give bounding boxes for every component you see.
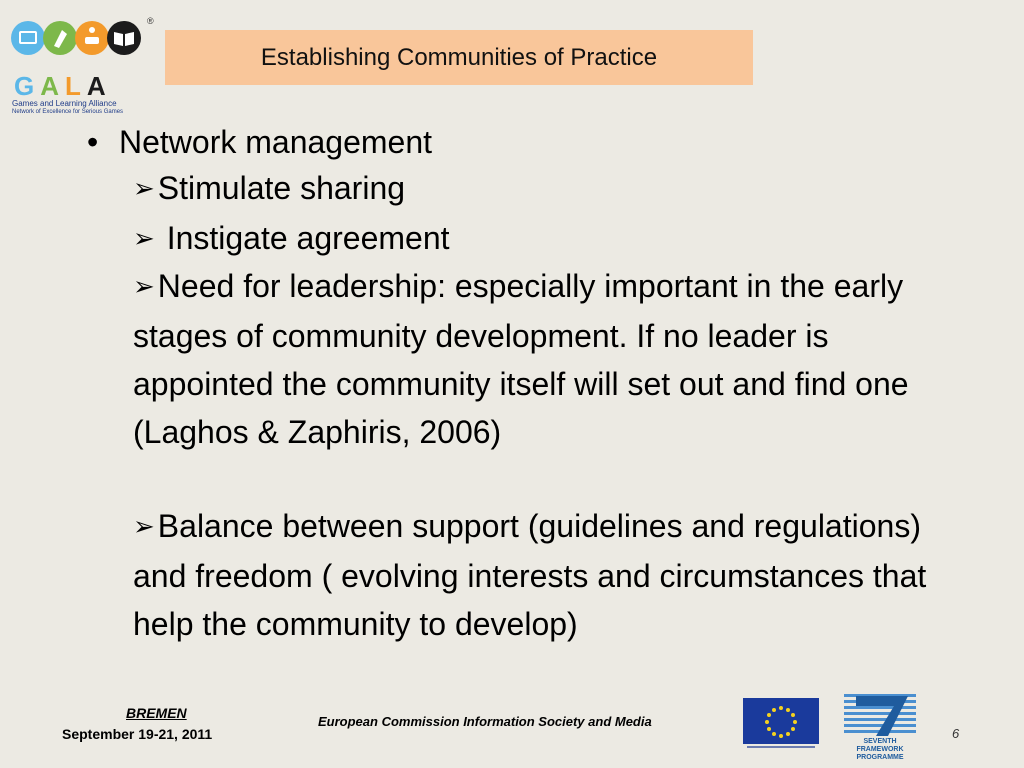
main-bullet-text: Network management [119,124,433,160]
arrow-bullet-icon: ➢ [133,511,155,541]
sub-item-text: Stimulate sharing [157,170,406,206]
gala-wordmark [14,72,150,100]
slide-title-box [165,30,753,85]
fp7-label [840,738,920,762]
logo-subtitle: Games and Learning Alliance [12,99,117,108]
sub-item [133,214,953,264]
sub-item [133,262,953,456]
footer-date: September 19-21, 2011 [62,726,213,742]
sub-item [133,164,953,214]
main-bullet [87,120,432,164]
gala-logo-icons [10,16,150,56]
slide-title: Establishing Communities of Practice [260,43,658,71]
logo-letter-l: L [65,71,87,101]
registered-mark: ® [147,16,154,26]
logo-tagline: Network of Excellence for Serious Games [12,109,124,115]
sub-item-text: Need for leadership: especially important in the early stages of community development. If no leader is appointed the community itself will set out and find one (Laghos & Zaphiris, 2006) [133,268,909,450]
arrow-bullet-icon: ➢ [133,271,155,301]
logo-letter-a: A [40,71,66,101]
fp7-label-line2: PROGRAMME [856,754,904,761]
arrow-bullet-icon: ➢ [133,173,155,203]
footer-city: BREMEN [126,705,187,721]
page-number: 6 [952,726,960,741]
logo-letter-a2: A [86,71,112,101]
eu-flag-icon [743,698,819,750]
arrow-bullet-icon: ➢ [133,223,155,253]
gala-logo [10,16,154,115]
sub-item-text: Instigate agreement [157,220,450,256]
fp7-label-line1: SEVENTH FRAMEWORK [856,738,904,753]
bullet-dot-icon: • [87,124,99,160]
sub-item [133,502,953,648]
footer-funder: European Commission Information Society and Media [318,714,652,729]
logo-letter-g: G [14,71,41,101]
sub-item-text: Balance between support (guidelines and regulations) and freedom ( evolving interests and circumstances that help the community to develop) [133,508,927,642]
